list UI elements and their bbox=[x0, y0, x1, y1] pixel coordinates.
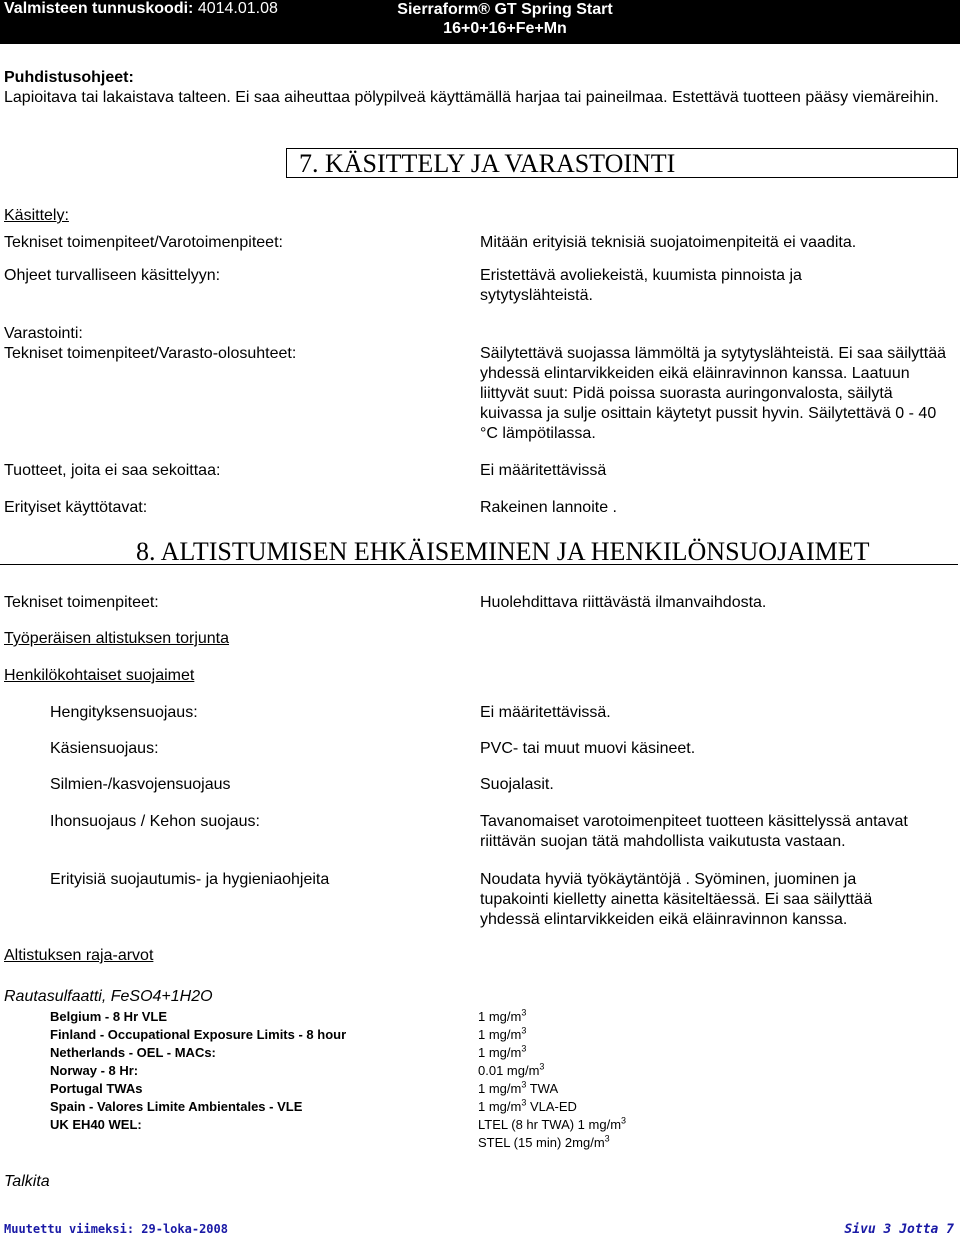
exposure-limit-label: Belgium - 8 Hr VLE bbox=[50, 1009, 168, 1024]
hand-protection-label: Käsiensuojaus: bbox=[50, 740, 159, 757]
cleaning-heading: Puhdistusohjeet: bbox=[4, 69, 134, 86]
page-number: Sivu 3 Jotta 7 bbox=[844, 1222, 954, 1237]
product-name-line2: 16+0+16+Fe+Mn bbox=[443, 20, 567, 37]
incompatible-label: Tuotteet, joita ei saa sekoittaa: bbox=[4, 462, 221, 479]
exposure-limit-value: STEL (15 min) $2mg/m^3$ bbox=[478, 1133, 610, 1150]
exposure-limit-label: Netherlands - OEL - MACs: bbox=[50, 1045, 216, 1060]
special-use-label: Erityiset käyttötavat: bbox=[4, 499, 148, 516]
exposure-limit-value: 1 $mg/m^3$ bbox=[478, 1007, 527, 1024]
exposure-limit-label: Spain - Valores Limite Ambientales - VLE bbox=[50, 1099, 303, 1114]
engineering-controls-label: Tekniset toimenpiteet: bbox=[4, 594, 159, 611]
exposure-limit-value: 1 $mg/m^3$ TWA bbox=[478, 1079, 559, 1096]
revision-date: Muutettu viimeksi: 29-loka-2008 bbox=[4, 1222, 228, 1236]
special-use-value: Rakeinen lannoite . bbox=[480, 499, 617, 516]
exposure-limit-value: 1 $mg/m^3$ bbox=[478, 1043, 527, 1060]
product-name bbox=[360, 0, 650, 38]
product-code-value: 4014.01.08 bbox=[197, 0, 278, 17]
engineering-controls-value: Huolehdittava riittävästä ilmanvaihdosta. bbox=[480, 594, 767, 611]
exposure-limit-value: 1 $mg/m^3$ VLA-ED bbox=[478, 1097, 577, 1114]
hygiene-value: Noudata hyviä työkäytäntöjä . Syöminen, juominen ja tupakointi kielletty ainetta käsiteltäessä. Ei saa säilyttää yhdessä elintarvikkeiden eikä eläinravinnon kanssa. bbox=[480, 871, 873, 928]
exposure-limit-value: 1 $mg/m^3$ bbox=[478, 1025, 527, 1042]
hand-protection-value: PVC- tai muut muovi käsineet. bbox=[480, 740, 696, 757]
skin-protection-label: Ihonsuojaus / Kehon suojaus: bbox=[50, 813, 260, 830]
product-code bbox=[4, 0, 278, 18]
section-8-title: 8. ALTISTUMISEN EHKÄISEMINEN JA HENKILÖNSUOJAIMET bbox=[136, 537, 870, 566]
exposure-limit-value: LTEL (8 hr TWA) 1 $mg/m^3$ bbox=[478, 1115, 627, 1132]
exposure-control-heading: Työperäisen altistuksen torjunta bbox=[4, 630, 230, 647]
hygiene-label: Erityisiä suojautumis- ja hygieniaohjeita bbox=[50, 871, 330, 888]
ppe-heading: Henkilökohtaiset suojaimet bbox=[4, 667, 195, 684]
exposure-limit-label: UK EH40 WEL: bbox=[50, 1117, 142, 1132]
safe-handling-value: Eristettävä avoliekeistä, kuumista pinnoista ja sytytyslähteistä. bbox=[480, 267, 802, 304]
exposure-limit-label: Finland - Occupational Exposure Limits - 8 hour bbox=[50, 1027, 347, 1042]
eye-protection-label: Silmien-/kasvojensuojaus bbox=[50, 776, 231, 793]
exposure-limit-label: Norway - 8 Hr: bbox=[50, 1063, 139, 1078]
handling-technical-value: Mitään erityisiä teknisiä suojatoimenpiteitä ei vaadita. bbox=[480, 234, 857, 251]
respiratory-value: Ei määritettävissä. bbox=[480, 704, 611, 721]
document-header bbox=[0, 0, 960, 44]
respiratory-label: Hengityksensuojaus: bbox=[50, 704, 198, 721]
exposure-limit-label: Portugal TWAs bbox=[50, 1081, 143, 1096]
handling-heading: Käsittely: bbox=[4, 207, 69, 224]
eye-protection-value: Suojalasit. bbox=[480, 776, 554, 793]
incompatible-value: Ei määritettävissä bbox=[480, 462, 607, 479]
storage-conditions-value: Säilytettävä suojassa lämmöltä ja sytytyslähteistä. Ei saa säilyttää yhdessä elintarvikkeiden eikä eläinravinnon kanssa. Laatuun liittyvät suut: Pidä poissa suorasta auringonvalosta, säilytä kuivassa ja sulje osittain käytetyt pussit hyvin. Säilytettävä 0 - 40 °C lämpötilassa. bbox=[480, 345, 946, 442]
section-7-title: 7. KÄSITTELY JA VARASTOINTI bbox=[299, 149, 676, 178]
product-code-label: Valmisteen tunnuskoodi: bbox=[4, 0, 194, 17]
cleaning-text: Lapioitava tai lakaistava talteen. Ei saa aiheuttaa pölypilveä käyttämällä harjaa tai paineilmaa. Estettävä tuotteen pääsy viemäreihin. bbox=[4, 89, 939, 106]
substance-name: Rautasulfaatti, FeSO4+1H2O bbox=[4, 988, 213, 1005]
safe-handling-label: Ohjeet turvalliseen käsittelyyn: bbox=[4, 267, 221, 284]
section-8-divider bbox=[0, 564, 958, 565]
storage-conditions-label: Tekniset toimenpiteet/Varasto-olosuhteet: bbox=[4, 345, 297, 362]
exposure-limit-value: 0.01 $mg/m^3$ bbox=[478, 1061, 545, 1078]
product-name-line1: Sierraform® GT Spring Start bbox=[397, 1, 613, 18]
exposure-limits-heading: Altistuksen raja-arvot bbox=[4, 947, 154, 964]
talc-heading: Talkita bbox=[4, 1173, 50, 1190]
section-7-header bbox=[286, 148, 958, 178]
handling-technical-label: Tekniset toimenpiteet/Varotoimenpiteet: bbox=[4, 234, 283, 251]
skin-protection-value: Tavanomaiset varotoimenpiteet tuotteen käsittelyssä antavat riittävän suojan tätä mahdollista vaikutusta vastaan. bbox=[480, 813, 908, 850]
storage-heading: Varastointi: bbox=[4, 325, 83, 342]
